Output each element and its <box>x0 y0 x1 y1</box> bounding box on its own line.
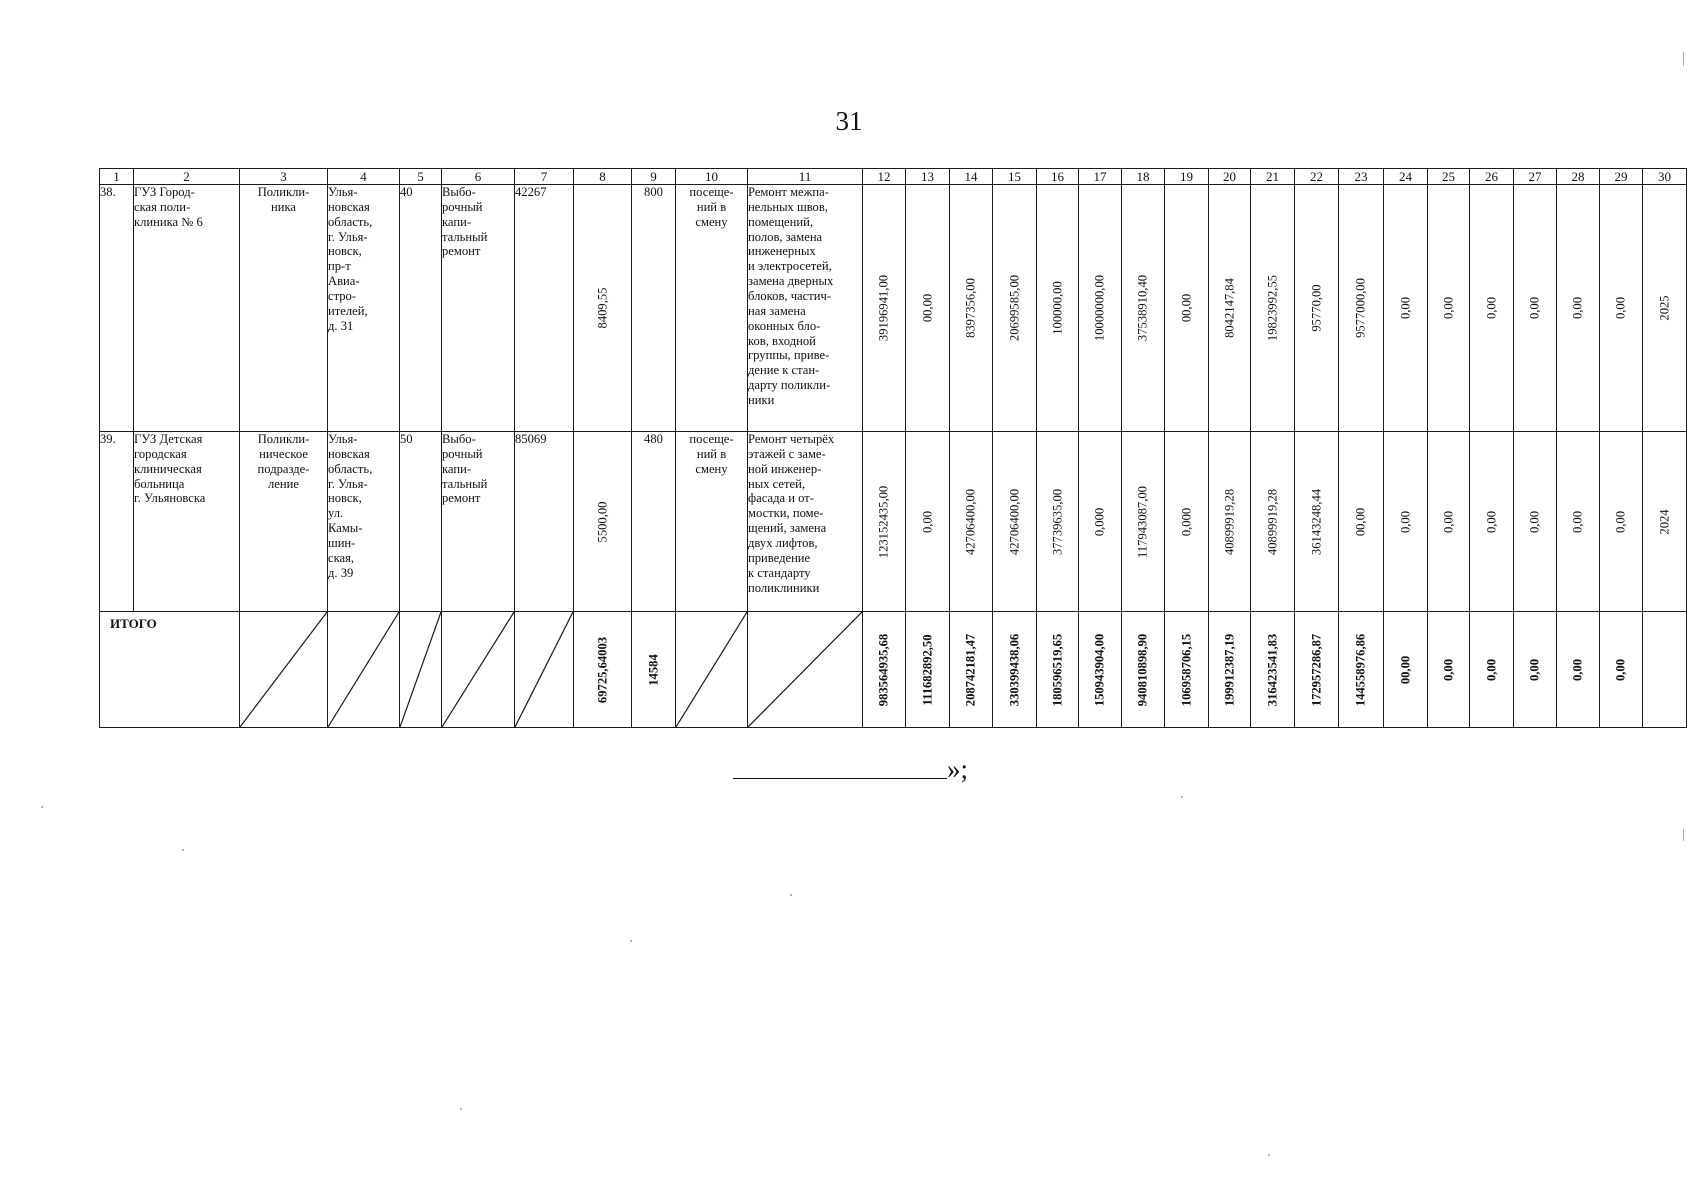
total-value-text: 180596519,65 <box>1050 633 1065 706</box>
value-text: 19823992,55 <box>1265 274 1280 342</box>
column-number: 8 <box>574 169 632 185</box>
value-cell <box>993 432 1037 612</box>
scan-speck <box>790 894 792 896</box>
table-row <box>100 185 1687 432</box>
value-cell <box>1384 432 1428 612</box>
value-cell <box>1557 432 1600 612</box>
column-number: 4 <box>328 169 400 185</box>
value-cell <box>1209 185 1251 432</box>
value-cell <box>1251 432 1295 612</box>
total-value-cell <box>1295 612 1339 728</box>
total-value-text: 0,00 <box>1570 658 1585 681</box>
value-cell <box>906 185 950 432</box>
value-text: 0,00 <box>1570 296 1585 320</box>
column-number: 17 <box>1079 169 1122 185</box>
column-number: 19 <box>1165 169 1209 185</box>
total-value-cell <box>1122 612 1165 728</box>
total-c9-value: 14584 <box>646 653 661 686</box>
year-cell <box>1643 432 1687 612</box>
address: Улья- новская область, г. Улья- новск, ул. Камы- шин- ская, д. 39 <box>328 432 400 612</box>
value-text: 100000,00 <box>1050 281 1065 335</box>
value-cell <box>1122 432 1165 612</box>
value-cell <box>1514 185 1557 432</box>
value-cell <box>863 185 906 432</box>
value-cell <box>1295 185 1339 432</box>
column-number: 25 <box>1428 169 1470 185</box>
closing-quote: »; <box>947 754 969 784</box>
value-cell <box>1209 432 1251 612</box>
column-number: 18 <box>1122 169 1165 185</box>
page-number: 31 <box>835 106 863 136</box>
total-value-text: 983564935,68 <box>876 633 891 706</box>
total-c9 <box>632 612 676 728</box>
value-text: 42706400,00 <box>1007 488 1022 555</box>
closing-mark <box>733 754 969 784</box>
scan-mark <box>1683 52 1684 66</box>
column-number: 22 <box>1295 169 1339 185</box>
value-cell <box>906 432 950 612</box>
value-text: 0,000 <box>1092 507 1107 536</box>
column-number: 21 <box>1251 169 1295 185</box>
value-text: 42706400,00 <box>963 488 978 555</box>
value-text: 123152435,00 <box>876 485 891 558</box>
value-text: 0,00 <box>1613 510 1628 533</box>
total-row <box>100 612 1687 728</box>
total-value-cell <box>1470 612 1514 728</box>
total-value-cell <box>863 612 906 728</box>
column-number: 20 <box>1209 169 1251 185</box>
row-number: 39. <box>100 432 134 612</box>
value-text: 36143248,44 <box>1309 488 1324 555</box>
column-number: 26 <box>1470 169 1514 185</box>
column-number-row <box>100 169 1687 185</box>
value-text: 39196941,00 <box>876 274 891 342</box>
total-value-text: 208742181,47 <box>963 633 978 706</box>
value-cell <box>863 432 906 612</box>
value-text: 0,00 <box>1484 296 1499 320</box>
total-value-cell <box>950 612 993 728</box>
year-cell <box>1643 185 1687 432</box>
total-value-cell <box>1037 612 1079 728</box>
column-number: 23 <box>1339 169 1384 185</box>
scan-speck <box>1181 796 1183 798</box>
scan-speck <box>1268 1154 1270 1156</box>
value-cell <box>1165 185 1209 432</box>
column-number: 6 <box>442 169 515 185</box>
column-number: 27 <box>1514 169 1557 185</box>
total-value-cell <box>1251 612 1295 728</box>
value-text: 37739635,00 <box>1050 488 1065 555</box>
year-text: 2024 <box>1657 508 1672 535</box>
value-text: 95770,00 <box>1309 284 1324 332</box>
total-value-text: 00,00 <box>1398 655 1413 684</box>
total-value-text: 144558976,86 <box>1353 633 1368 706</box>
total-value-cell <box>1079 612 1122 728</box>
capacity-unit: посеще- ний в смену <box>676 185 748 432</box>
column-number: 30 <box>1643 169 1687 185</box>
value-cell <box>950 432 993 612</box>
value-cell <box>1557 185 1600 432</box>
row-number: 38. <box>100 185 134 432</box>
column-number: 13 <box>906 169 950 185</box>
table-row <box>100 432 1687 612</box>
value-text: 0,00 <box>1484 510 1499 533</box>
value-text: 0,000 <box>1179 507 1194 536</box>
diagonal-strike <box>400 612 441 727</box>
total-label-cell <box>100 612 240 728</box>
column-number: 28 <box>1557 169 1600 185</box>
value-cell <box>1079 185 1122 432</box>
cell-c8-value: 5500,00 <box>595 501 610 542</box>
empty-cell <box>240 612 328 728</box>
cell-c9: 800 <box>632 185 676 432</box>
facility-type: Поликли- ническое подразде- ление <box>240 432 328 612</box>
value-cell <box>1339 185 1384 432</box>
value-cell <box>1514 432 1557 612</box>
value-cell <box>1428 185 1470 432</box>
cell-c7: 85069 <box>515 432 574 612</box>
value-text: 117943087,00 <box>1135 485 1150 558</box>
total-value-cell <box>993 612 1037 728</box>
column-number: 1 <box>100 169 134 185</box>
diagonal-strike <box>328 612 399 727</box>
value-text: 0,00 <box>1570 510 1585 533</box>
value-text: 00,00 <box>1179 293 1194 323</box>
cell-c5: 40 <box>400 185 442 432</box>
scan-mark <box>1683 829 1684 841</box>
total-value-cell <box>1339 612 1384 728</box>
column-number: 9 <box>632 169 676 185</box>
column-number: 3 <box>240 169 328 185</box>
scan-speck <box>182 849 184 851</box>
value-text: 0,00 <box>1441 296 1456 320</box>
facility-type: Поликли- ника <box>240 185 328 432</box>
value-cell <box>1384 185 1428 432</box>
total-value-text: 199912387,19 <box>1222 633 1237 706</box>
value-text: 10000000,00 <box>1092 274 1107 342</box>
value-text: 20699585,00 <box>1007 274 1022 342</box>
value-cell <box>1165 432 1209 612</box>
total-value-text: 172957286,87 <box>1309 633 1324 706</box>
cell-c8-value: 8409,55 <box>595 287 610 329</box>
column-number: 15 <box>993 169 1037 185</box>
cell-c5: 50 <box>400 432 442 612</box>
total-label: ИТОГО <box>110 616 157 631</box>
diagonal-strike <box>676 612 747 727</box>
empty-cell <box>328 612 400 728</box>
column-number: 16 <box>1037 169 1079 185</box>
repair-description: Ремонт межпа- нельных швов, помещений, полов, замена инженерных и электросетей, замена дверных блоков, частич- ная замена оконных бло- ков, входной группы, приве- дение к стан- дарту поликли- ники <box>748 185 863 432</box>
total-c8-value: 69725,64003 <box>595 636 610 703</box>
total-value-text: 0,00 <box>1613 658 1628 681</box>
value-text: 8397356,00 <box>963 278 978 338</box>
total-value-text: 330399438,06 <box>1007 633 1022 706</box>
work-type: Выбо- рочный капи- тальный ремонт <box>442 432 515 612</box>
total-value-cell <box>1600 612 1643 728</box>
diagonal-strike <box>748 612 862 727</box>
value-text: 0,00 <box>1398 296 1413 320</box>
empty-cell <box>515 612 574 728</box>
column-number: 29 <box>1600 169 1643 185</box>
value-text: 9577000,00 <box>1353 278 1368 338</box>
value-text: 0,00 <box>1527 510 1542 533</box>
column-number: 2 <box>134 169 240 185</box>
work-type: Выбо- рочный капи- тальный ремонт <box>442 185 515 432</box>
total-value-cell <box>1557 612 1600 728</box>
value-cell <box>1339 432 1384 612</box>
cell-c7: 42267 <box>515 185 574 432</box>
address: Улья- новская область, г. Улья- новск, пр-т Авиа- стро- ителей, д. 31 <box>328 185 400 432</box>
capital-repair-table <box>99 168 1687 728</box>
closing-underline <box>733 757 947 779</box>
value-text: 0,00 <box>1441 510 1456 533</box>
scan-speck <box>460 1108 462 1110</box>
value-cell <box>1037 185 1079 432</box>
column-number: 14 <box>950 169 993 185</box>
total-value-text: 0,00 <box>1441 658 1456 681</box>
value-cell <box>1037 432 1079 612</box>
value-cell <box>1600 432 1643 612</box>
column-number: 7 <box>515 169 574 185</box>
value-text: 8042147,84 <box>1222 278 1237 338</box>
diagonal-strike <box>515 612 573 727</box>
value-cell <box>1122 185 1165 432</box>
value-text: 40899919,28 <box>1222 488 1237 555</box>
total-value-cell <box>1165 612 1209 728</box>
value-cell <box>1600 185 1643 432</box>
cell-c8 <box>574 432 632 612</box>
total-value-text: 0,00 <box>1527 658 1542 681</box>
value-text: 40899919,28 <box>1265 488 1280 555</box>
value-cell <box>993 185 1037 432</box>
column-number: 24 <box>1384 169 1428 185</box>
column-number: 5 <box>400 169 442 185</box>
empty-cell <box>442 612 515 728</box>
scan-speck <box>41 806 43 808</box>
value-cell <box>1470 185 1514 432</box>
total-value-text: 940810898,90 <box>1135 633 1150 706</box>
total-value-text: 0,00 <box>1484 658 1499 681</box>
value-cell <box>1251 185 1295 432</box>
total-value-cell <box>1209 612 1251 728</box>
cell-c8 <box>574 185 632 432</box>
value-text: 00,00 <box>920 293 935 323</box>
institution-name: ГУЗ Город- ская поли- клиника № 6 <box>134 185 240 432</box>
total-value-cell <box>1514 612 1557 728</box>
value-cell <box>1470 432 1514 612</box>
total-value-text: 316423541,83 <box>1265 633 1280 706</box>
value-text: 0,00 <box>1398 510 1413 533</box>
empty-cell <box>676 612 748 728</box>
total-value-cell <box>1428 612 1470 728</box>
total-value-text: 111682892,50 <box>920 633 935 706</box>
total-value-cell <box>906 612 950 728</box>
scan-speck <box>630 940 632 942</box>
repair-description: Ремонт четырёх этажей с заме- ной инженер- ных сетей, фасада и от- мостки, поме- щений, замена двух лифтов, приведение к стандарту поликлиники <box>748 432 863 612</box>
year-text: 2025 <box>1657 295 1672 321</box>
value-text: 0,00 <box>1613 296 1628 320</box>
value-text: 37538910,40 <box>1135 274 1150 342</box>
column-number: 10 <box>676 169 748 185</box>
diagonal-strike <box>442 612 514 727</box>
total-value-text: 106958706,15 <box>1179 633 1194 706</box>
value-text: 00,00 <box>1353 507 1368 536</box>
total-c8 <box>574 612 632 728</box>
institution-name: ГУЗ Детская городская клиническая больница г. Ульяновска <box>134 432 240 612</box>
column-number: 12 <box>863 169 906 185</box>
empty-cell <box>748 612 863 728</box>
total-value-cell <box>1384 612 1428 728</box>
value-text: 0,00 <box>920 510 935 533</box>
value-cell <box>1295 432 1339 612</box>
value-cell <box>1428 432 1470 612</box>
diagonal-strike <box>240 612 327 727</box>
value-cell <box>950 185 993 432</box>
value-text: 0,00 <box>1527 296 1542 320</box>
cell-c9: 480 <box>632 432 676 612</box>
value-cell <box>1079 432 1122 612</box>
total-value-text: 150943904,00 <box>1092 633 1107 706</box>
total-year-cell <box>1643 612 1687 728</box>
empty-cell <box>400 612 442 728</box>
column-number: 11 <box>748 169 863 185</box>
capacity-unit: посеще- ний в смену <box>676 432 748 612</box>
